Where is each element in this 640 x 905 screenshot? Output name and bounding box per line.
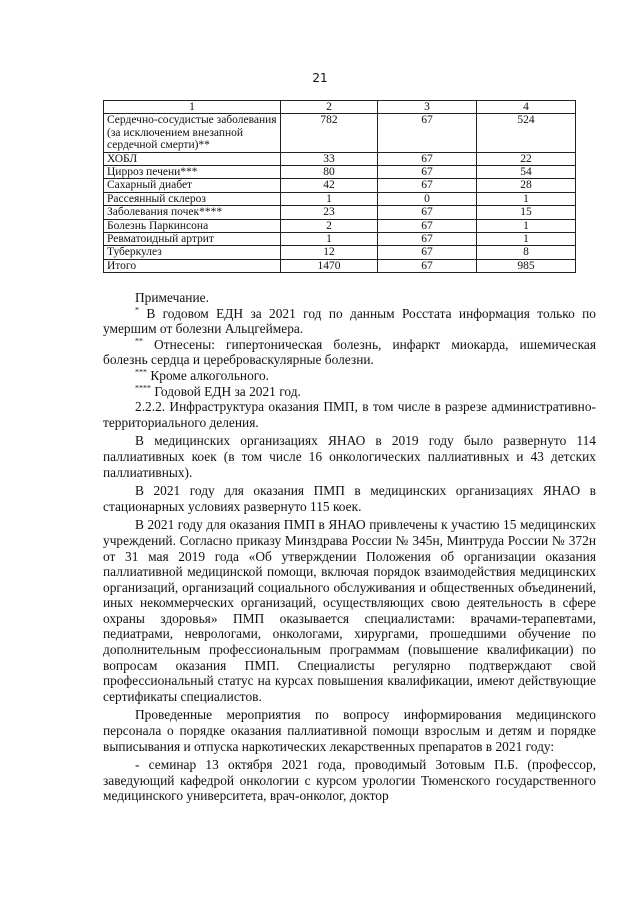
value-cell: 1 <box>477 192 576 205</box>
row-label-cell: Итого <box>104 259 281 272</box>
footnote-text: В годовом ЕДН за 2021 год по данным Росстата информация только по умершим от болезни Альцгеймера. <box>103 305 596 337</box>
paragraph: В 2021 году для оказания ПМП в ЯНАО привлечены к участию 15 медицинских учреждений. Согласно приказу Минздрава России № 345н, Минтруда России № 372н от 31 мая 2019 года «Об утверждении Положения об организации оказания паллиативной медицинской помощи, включая порядок взаимодействия медицинских организаций, организаций социального обслуживания и общественных объединений, иных некоммерческих организаций, осуществляющих свою деятельность в сфере охраны здоровья» ПМП оказывается специалистами: врачами-терапевтами, педиатрами, неврологами, онкологами, хирургами, прошедшими обучение по дополнительным профессиональным программам (повышение квалификации) по вопросам оказания ПМП. Специалисты регулярно подтверждают свой профессиональный статус на курсах повышения квалификации, имеют действующие сертификаты специалистов. <box>103 517 596 704</box>
row-label-cell: Рассеянный склероз <box>104 192 281 205</box>
value-cell: 28 <box>477 179 576 192</box>
value-cell: 22 <box>477 152 576 165</box>
value-cell: 67 <box>378 152 477 165</box>
value-cell: 67 <box>378 166 477 179</box>
value-cell: 80 <box>281 166 378 179</box>
value-cell: 54 <box>477 166 576 179</box>
header-cell: 4 <box>477 101 576 114</box>
value-cell: 524 <box>477 114 576 152</box>
paragraph: Проведенные мероприятия по вопросу информирования медицинского персонала о порядке оказания паллиативной помощи взрослым и детям и порядке выписывания и отпуска наркотических лекарственных препаратов в 2021 году: <box>103 707 596 754</box>
value-cell: 0 <box>378 192 477 205</box>
value-cell: 1 <box>477 219 576 232</box>
footnote-text: Годовой ЕДН за 2021 год. <box>154 383 301 399</box>
value-cell: 67 <box>378 259 477 272</box>
value-cell: 985 <box>477 259 576 272</box>
row-label-cell: Болезнь Паркинсона <box>104 219 281 232</box>
table-row <box>104 246 576 259</box>
table-row <box>104 259 576 272</box>
value-cell: 1470 <box>281 259 378 272</box>
list-item: - семинар 13 октября 2021 года, проводимый Зотовым П.Б. (профессор, заведующий кафедрой онкологии с курсом урологии Тюменского государственного медицинского университета, врач-онколог, доктор <box>103 757 596 804</box>
table-row <box>104 233 576 246</box>
value-cell: 1 <box>281 192 378 205</box>
value-cell: 67 <box>378 206 477 219</box>
footnote-1 <box>103 306 596 337</box>
row-label-cell: Ревматоидный артрит <box>104 233 281 246</box>
footnote-mark: ** <box>135 336 143 346</box>
value-cell: 33 <box>281 152 378 165</box>
footnote-text: Отнесены: гипертоническая болезнь, инфаркт миокарда, ишемическая болезнь сердца и цереброваскулярные болезни. <box>103 336 596 368</box>
row-label-cell: Сахарный диабет <box>104 179 281 192</box>
row-label-cell: Туберкулез <box>104 246 281 259</box>
value-cell: 67 <box>378 233 477 246</box>
paragraph: В медицинских организациях ЯНАО в 2019 году было развернуто 114 паллиативных коек (в том числе 16 онкологических паллиативных и 43 детских паллиативных). <box>103 433 596 480</box>
section-heading: 2.2.2. Инфраструктура оказания ПМП, в том числе в разрезе административно-территориального деления. <box>103 399 596 430</box>
value-cell: 42 <box>281 179 378 192</box>
table-row <box>104 152 576 165</box>
row-label-cell: ХОБЛ <box>104 152 281 165</box>
table-row <box>104 179 576 192</box>
value-cell: 8 <box>477 246 576 259</box>
footnote-2 <box>103 337 596 368</box>
value-cell: 12 <box>281 246 378 259</box>
value-cell: 23 <box>281 206 378 219</box>
row-label-cell: Заболевания почек**** <box>104 206 281 219</box>
table-row <box>104 192 576 205</box>
footnote-4 <box>103 384 596 400</box>
table-row <box>104 166 576 179</box>
footnote-mark: **** <box>135 383 151 393</box>
value-cell: 2 <box>281 219 378 232</box>
table-row <box>104 114 576 152</box>
footnote-mark: * <box>135 305 139 315</box>
value-cell: 15 <box>477 206 576 219</box>
header-cell: 2 <box>281 101 378 114</box>
paragraph: В 2021 году для оказания ПМП в медицинских организациях ЯНАО в стационарных условиях развернуто 115 коек. <box>103 483 596 514</box>
footnote-mark: *** <box>135 367 147 377</box>
row-label-cell: Цирроз печени*** <box>104 166 281 179</box>
row-label-cell: Сердечно-сосудистые заболевания (за исключением внезапной сердечной смерти)** <box>104 114 281 152</box>
table-row <box>104 206 576 219</box>
table-header-row <box>104 101 576 114</box>
value-cell: 782 <box>281 114 378 152</box>
note-title: Примечание. <box>135 290 209 305</box>
value-cell: 67 <box>378 246 477 259</box>
value-cell: 67 <box>378 219 477 232</box>
mortality-table <box>103 100 576 273</box>
footnote-3 <box>103 368 596 384</box>
header-cell: 1 <box>104 101 281 114</box>
value-cell: 1 <box>281 233 378 246</box>
header-cell: 3 <box>378 101 477 114</box>
value-cell: 1 <box>477 233 576 246</box>
table-row <box>104 219 576 232</box>
document-text <box>103 287 596 804</box>
value-cell: 67 <box>378 179 477 192</box>
value-cell: 67 <box>378 114 477 152</box>
page-number: 21 <box>312 71 328 85</box>
footnote-text: Кроме алкогольного. <box>150 367 269 383</box>
